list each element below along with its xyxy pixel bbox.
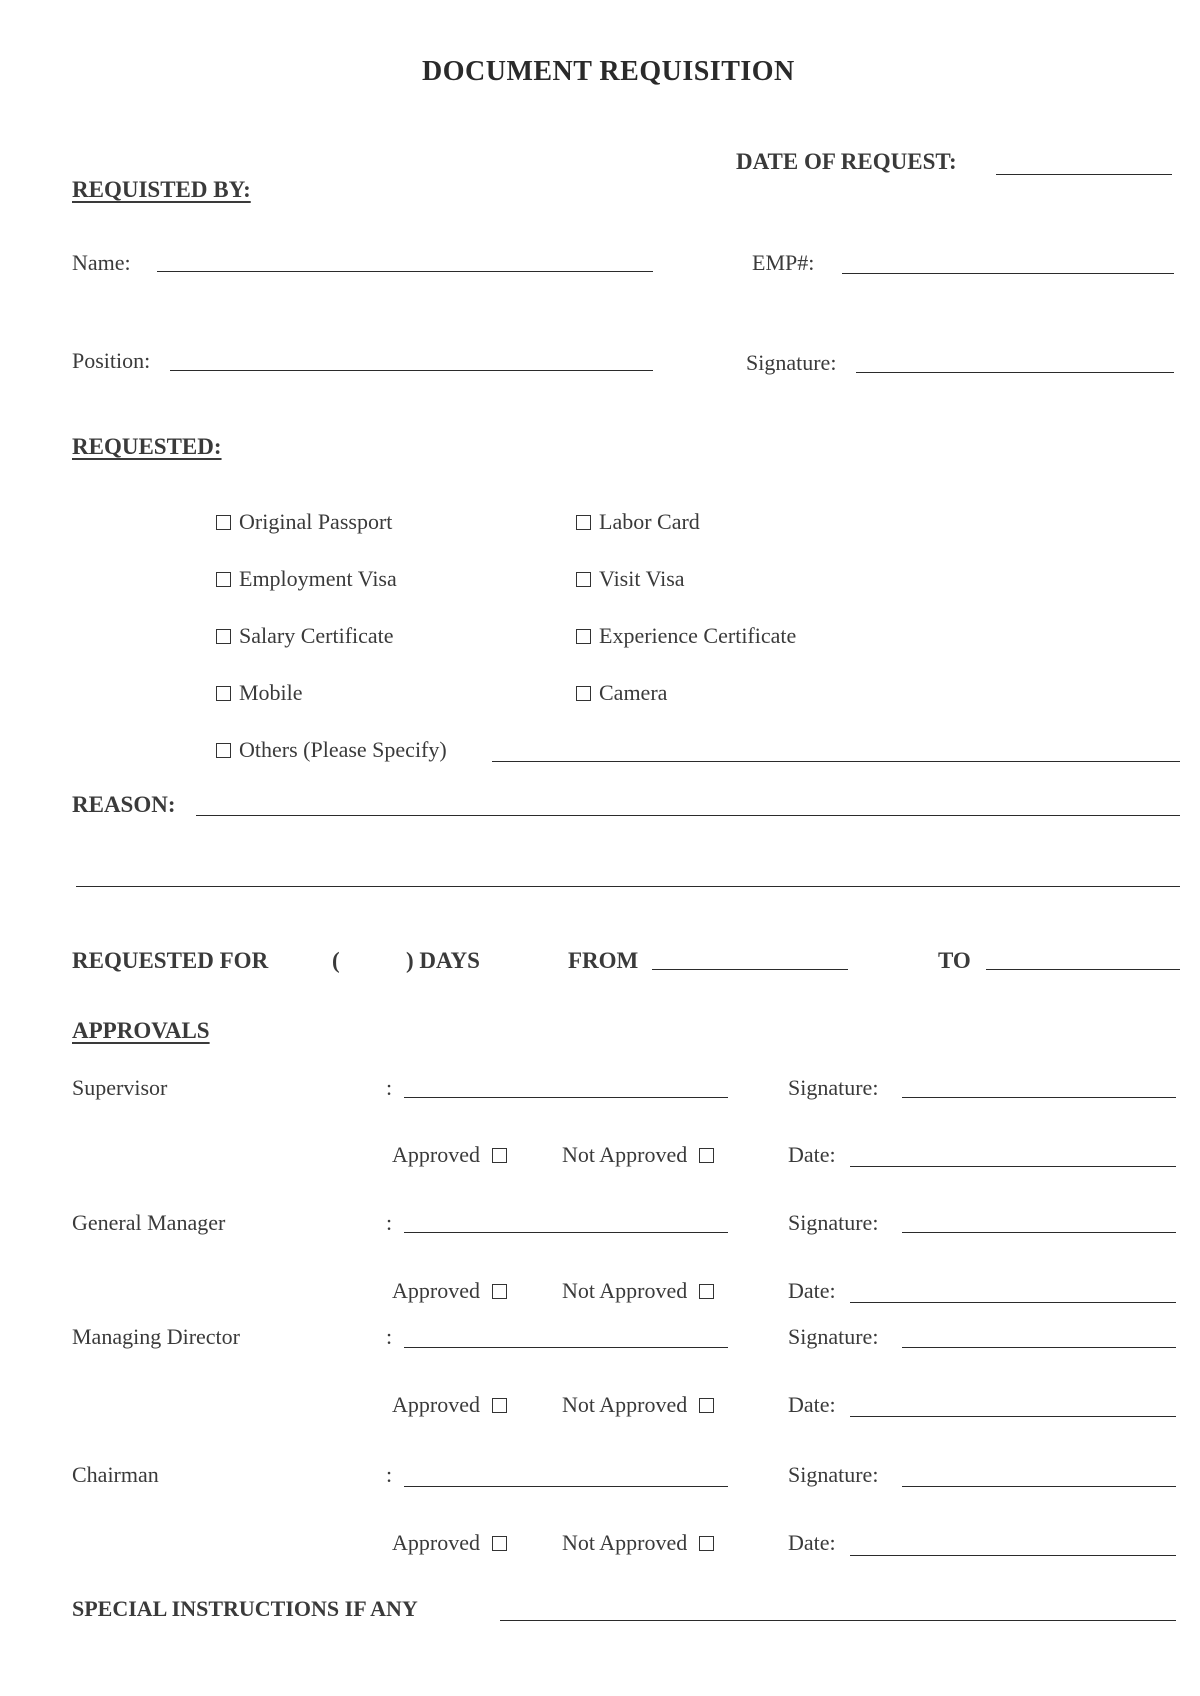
general-manager-label: General Manager (72, 1210, 226, 1235)
chairman-signature-label: Signature: (788, 1462, 879, 1487)
managing-director-approved[interactable] (392, 1392, 507, 1418)
checkbox-labor-card[interactable] (576, 515, 591, 530)
supervisor-not-approved[interactable] (562, 1142, 714, 1168)
reason-field-line-1[interactable] (196, 815, 1180, 816)
others-specify-field[interactable] (492, 761, 1180, 762)
option-camera-label: Camera (599, 680, 668, 705)
managing-director-signature-label: Signature: (788, 1324, 879, 1349)
chairman-date-field[interactable] (850, 1555, 1176, 1556)
supervisor-signature-label: Signature: (788, 1075, 879, 1100)
supervisor-approved[interactable] (392, 1142, 507, 1168)
general-manager-signature-field[interactable] (902, 1232, 1176, 1233)
option-experience-certificate[interactable] (576, 623, 796, 649)
general-manager-colon: : (386, 1210, 393, 1235)
option-mobile-label: Mobile (239, 680, 303, 705)
managing-director-date-field[interactable] (850, 1416, 1176, 1417)
managing-director-name-field[interactable] (404, 1347, 728, 1348)
chairman-label: Chairman (72, 1462, 159, 1487)
general-manager-name-field[interactable] (404, 1232, 728, 1233)
reason-field-line-2[interactable] (76, 886, 1180, 887)
requested-for-label: REQUESTED FOR (72, 948, 269, 973)
date-of-request-field[interactable] (996, 174, 1172, 175)
emp-number-field[interactable] (842, 273, 1174, 274)
checkbox-original-passport[interactable] (216, 515, 231, 530)
to-label: TO (938, 948, 971, 973)
general-manager-approved[interactable] (392, 1278, 507, 1304)
chairman-signature-field[interactable] (902, 1486, 1176, 1487)
option-others-label: Others (Please Specify) (239, 737, 447, 762)
option-experience-certificate-label: Experience Certificate (599, 623, 797, 648)
option-mobile[interactable] (216, 680, 303, 706)
general-manager-approved-label: Approved (392, 1278, 480, 1303)
requested-heading: REQUESTED: (72, 434, 222, 459)
supervisor-not-approved-label: Not Approved (562, 1142, 688, 1167)
chairman-not-approved-label: Not Approved (562, 1530, 688, 1555)
general-manager-not-approved[interactable] (562, 1278, 714, 1304)
option-visit-visa[interactable] (576, 566, 685, 592)
managing-director-not-approved-label: Not Approved (562, 1392, 688, 1417)
chairman-not-approved[interactable] (562, 1530, 714, 1556)
requester-signature-label: Signature: (746, 350, 837, 375)
reason-label: REASON: (72, 792, 176, 817)
general-manager-signature-label: Signature: (788, 1210, 879, 1235)
chairman-approved-checkbox[interactable] (492, 1536, 507, 1551)
checkbox-visit-visa[interactable] (576, 572, 591, 587)
name-field[interactable] (157, 271, 653, 272)
position-label: Position: (72, 348, 151, 373)
option-visit-visa-label: Visit Visa (599, 566, 685, 591)
supervisor-approved-checkbox[interactable] (492, 1148, 507, 1163)
special-instructions-label: SPECIAL INSTRUCTIONS IF ANY (72, 1596, 418, 1621)
managing-director-not-approved-checkbox[interactable] (699, 1398, 714, 1413)
checkbox-salary-certificate[interactable] (216, 629, 231, 644)
managing-director-colon: : (386, 1324, 393, 1349)
managing-director-approved-label: Approved (392, 1392, 480, 1417)
option-employment-visa[interactable] (216, 566, 397, 592)
supervisor-name-field[interactable] (404, 1097, 728, 1098)
to-date-field[interactable] (986, 969, 1180, 970)
managing-director-approved-checkbox[interactable] (492, 1398, 507, 1413)
chairman-name-field[interactable] (404, 1486, 728, 1487)
option-employment-visa-label: Employment Visa (239, 566, 397, 591)
option-labor-card-label: Labor Card (599, 509, 700, 534)
supervisor-label: Supervisor (72, 1075, 168, 1100)
date-of-request-label: DATE OF REQUEST: (736, 149, 957, 174)
from-date-field[interactable] (652, 969, 848, 970)
supervisor-signature-field[interactable] (902, 1097, 1176, 1098)
supervisor-not-approved-checkbox[interactable] (699, 1148, 714, 1163)
checkbox-experience-certificate[interactable] (576, 629, 591, 644)
option-original-passport[interactable] (216, 509, 392, 535)
option-camera[interactable] (576, 680, 667, 706)
position-field[interactable] (170, 370, 653, 371)
general-manager-approved-checkbox[interactable] (492, 1284, 507, 1299)
chairman-not-approved-checkbox[interactable] (699, 1536, 714, 1551)
checkbox-camera[interactable] (576, 686, 591, 701)
supervisor-date-field[interactable] (850, 1166, 1176, 1167)
days-open-paren: ( (332, 948, 340, 973)
option-labor-card[interactable] (576, 509, 700, 535)
approvals-heading: APPROVALS (72, 1018, 210, 1043)
option-original-passport-label: Original Passport (239, 509, 393, 534)
supervisor-approved-label: Approved (392, 1142, 480, 1167)
checkbox-others[interactable] (216, 743, 231, 758)
from-label: FROM (568, 948, 639, 973)
days-label: ) DAYS (406, 948, 480, 973)
general-manager-not-approved-label: Not Approved (562, 1278, 688, 1303)
checkbox-employment-visa[interactable] (216, 572, 231, 587)
managing-director-signature-field[interactable] (902, 1347, 1176, 1348)
emp-number-label: EMP#: (752, 250, 815, 275)
requested-by-heading: REQUISTED BY: (72, 177, 251, 202)
general-manager-not-approved-checkbox[interactable] (699, 1284, 714, 1299)
managing-director-not-approved[interactable] (562, 1392, 714, 1418)
special-instructions-field[interactable] (500, 1620, 1176, 1621)
option-salary-certificate[interactable] (216, 623, 394, 649)
option-salary-certificate-label: Salary Certificate (239, 623, 394, 648)
chairman-approved-label: Approved (392, 1530, 480, 1555)
checkbox-mobile[interactable] (216, 686, 231, 701)
managing-director-date-label: Date: (788, 1392, 836, 1417)
supervisor-colon: : (386, 1075, 393, 1100)
option-others[interactable] (216, 737, 447, 763)
general-manager-date-field[interactable] (850, 1302, 1176, 1303)
requester-signature-field[interactable] (856, 372, 1174, 373)
managing-director-label: Managing Director (72, 1324, 240, 1349)
form-title: DOCUMENT REQUISITION (422, 56, 795, 87)
supervisor-date-label: Date: (788, 1142, 836, 1167)
chairman-date-label: Date: (788, 1530, 836, 1555)
name-label: Name: (72, 250, 131, 275)
chairman-colon: : (386, 1462, 393, 1487)
general-manager-date-label: Date: (788, 1278, 836, 1303)
chairman-approved[interactable] (392, 1530, 507, 1556)
